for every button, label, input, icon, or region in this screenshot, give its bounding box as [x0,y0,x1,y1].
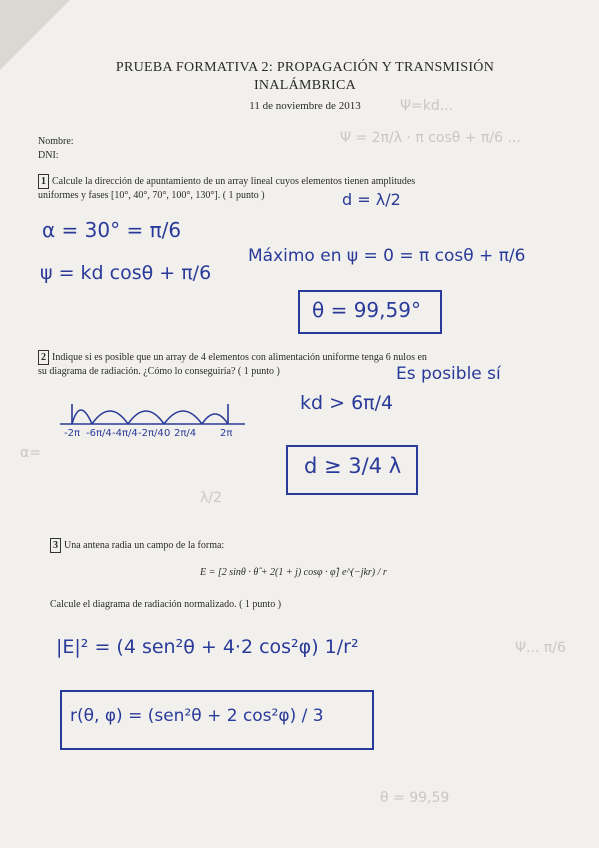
question-2-number: 2 [38,350,49,365]
question-3-text-line2: Calcule el diagrama de radiación normalizado. ( 1 punto ) [50,599,282,610]
question-3 [50,538,550,553]
exam-title-line1: PRUEBA FORMATIVA 2: PROPAGACIÓN Y TRANSMISIÓN [115,60,495,75]
q1-handwritten-alpha: α = 30° = π/6 [42,218,182,242]
exam-title-line2: INALÁMBRICA [253,78,357,93]
q2-handwritten-kd: kd > 6π/4 [300,392,394,414]
question-1-number: 1 [38,174,49,189]
bleed-through-mark: θ = 99,59 [380,790,450,806]
axis-label: 2π/4 [174,428,197,439]
q1-handwritten-psi: ψ = kd cosθ + π/6 [40,262,212,284]
q1-handwritten-d: d = λ/2 [342,190,401,209]
question-3-text-line1: Una antena radia un campo de la forma: [64,540,225,551]
q2-handwritten-possible: Es posible sí [396,364,501,384]
axis-label: -6π/4 [86,428,112,439]
q1-handwritten-answer: θ = 99,59° [312,298,421,322]
question-3-number: 3 [50,538,61,553]
question-2-text-line2: su diagrama de radiación. ¿Cómo lo conseguiría? ( 1 punto ) [38,366,280,377]
question-2-text-line1: Indique si es posible que un array de 4 elementos con alimentación uniforme tenga 6 nulos en [52,352,427,363]
bleed-through-mark: λ/2 [200,490,222,506]
question-1-text-line2: uniformes y fases [10°, 40°, 70°, 100°, 130°]. ( 1 punto ) [38,190,265,201]
axis-label: -2π/4 [138,428,164,439]
axis-label: 2π [220,428,233,439]
bleed-through-mark: Ψ = 2π/λ · π cosθ + π/6 ... [340,130,521,146]
bleed-through-mark: Ψ... π/6 [515,640,566,656]
q2-handwritten-answer: d ≥ 3/4 λ [304,454,402,478]
question-1-text-line1: Calcule la dirección de apuntamiento de un array lineal cuyos elementos tienen amplitudes [52,176,416,187]
axis-label: -2π [64,428,80,439]
bleed-through-mark: α= [20,445,41,461]
q3-formula: E = [2 sinθ · θ̂ + 2(1 + j) cosφ · φ̂] e^(−jkr) / r [200,567,387,578]
q3-handwritten-answer: r(θ, φ) = (sen²θ + 2 cos²φ) / 3 [70,706,324,726]
q1-handwritten-max: Máximo en ψ = 0 = π cosθ + π/6 [248,246,526,266]
axis-label: -4π/4 [112,428,138,439]
exam-date: 11 de noviembre de 2013 [249,100,361,112]
nombre-label: Nombre: [38,136,74,147]
dni-label: DNI: [38,150,59,161]
bleed-through-mark: Ψ=kd... [400,98,454,114]
q3-handwritten-e2: |E|² = (4 sen²θ + 4·2 cos²φ) 1/r² [56,636,359,658]
axis-label: 0 [164,428,171,439]
